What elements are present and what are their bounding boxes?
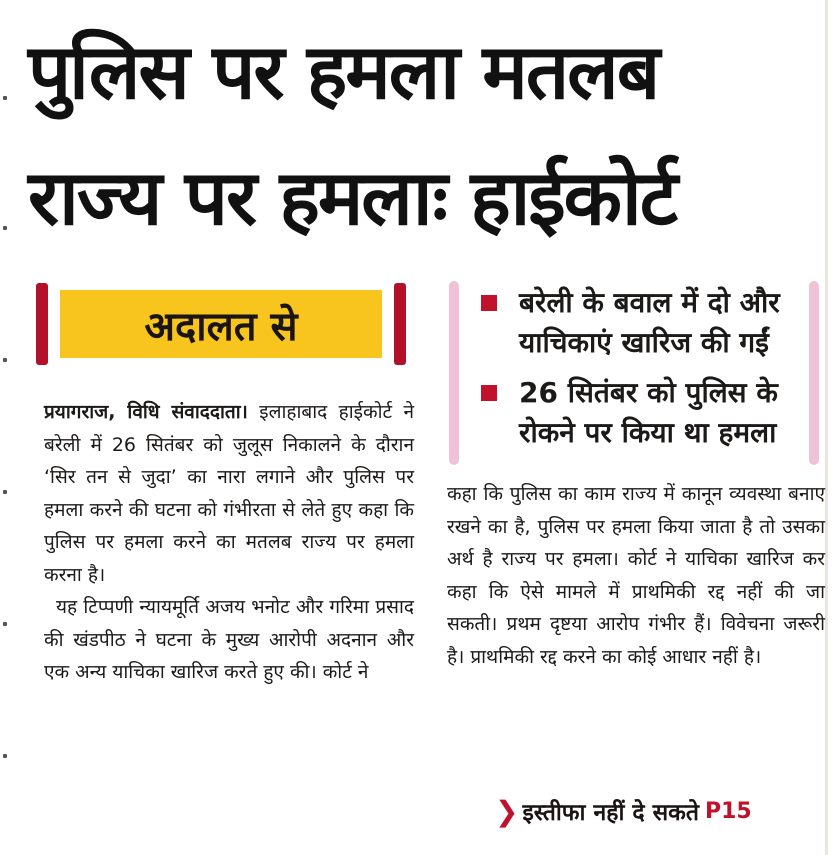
highlights-box [449,281,819,467]
dateline: प्रयागराज, विधि संवाददाता। [44,401,248,423]
kicker-right-bar [394,283,406,365]
article-column-right [447,478,825,673]
article-paragraph [44,396,414,591]
article-text: इलाहाबाद हाईकोर्ट ने बरेली में 26 सितंबर को जुलूस निकालने के दौरान ‘सिर तन से जुदा’ का नारा लगाने और पुलिस पर हमला करने की घटना को गंभीरता से लेते हुए कहा कि पुलिस पर हमला करने का मतलब राज्य पर हमला करना है। [44,401,414,586]
kicker-left-bar [36,283,48,365]
highlight-item [477,373,803,453]
column-margin-marks [3,0,11,855]
section-kicker [36,283,406,365]
highlight-text: 26 सितंबर को पुलिस के रोकने पर किया था हमला [519,376,778,449]
red-square-bullet-icon [481,385,497,401]
highlight-item [477,283,803,363]
kicker-label: अदालत से [60,290,382,358]
highlights-right-bar [809,281,819,465]
article-column-left [44,396,414,689]
headline-line-2: राज्य पर हमलाः हाईकोर्ट [28,153,677,242]
related-story-link[interactable] [495,791,815,831]
article-paragraph: यह टिप्पणी न्यायमूर्ति अजय भनोट और गरिमा प्रसाद की खंडपीठ ने घटना के मुख्य आरोपी अदनान और एक अन्य याचिका खारिज करते हुए की। कोर्ट ने [44,596,414,683]
chevron-right-icon: ❯ [495,794,519,828]
red-square-bullet-icon [481,295,497,311]
page-edge [825,0,828,855]
page-reference: P15 [704,798,752,824]
headline-line-1: पुलिस पर हमला मतलब [28,27,659,116]
highlights-left-bar [449,281,459,465]
article-paragraph: कहा कि पुलिस का काम राज्य में कानून व्यवस्था बनाए रखने का है, पुलिस पर हमला किया जाता है तो उसका अर्थ है राज्य पर हमला। कोर्ट ने याचिका खारिज कर कहा कि ऐसे मामले में प्राथमिकी रद्द नहीं की जा सकती। प्रथम दृष्टया आरोप गंभीर हैं। विवेचना जरूरी है। प्राथमिकी रद्द करने का कोई आधार नहीं है। [447,483,825,668]
highlight-text: बरेली के बवाल में दो और याचिकाएं खारिज की गईं [519,286,780,359]
related-story-title: इस्तीफा नहीं दे सकते [522,800,699,826]
